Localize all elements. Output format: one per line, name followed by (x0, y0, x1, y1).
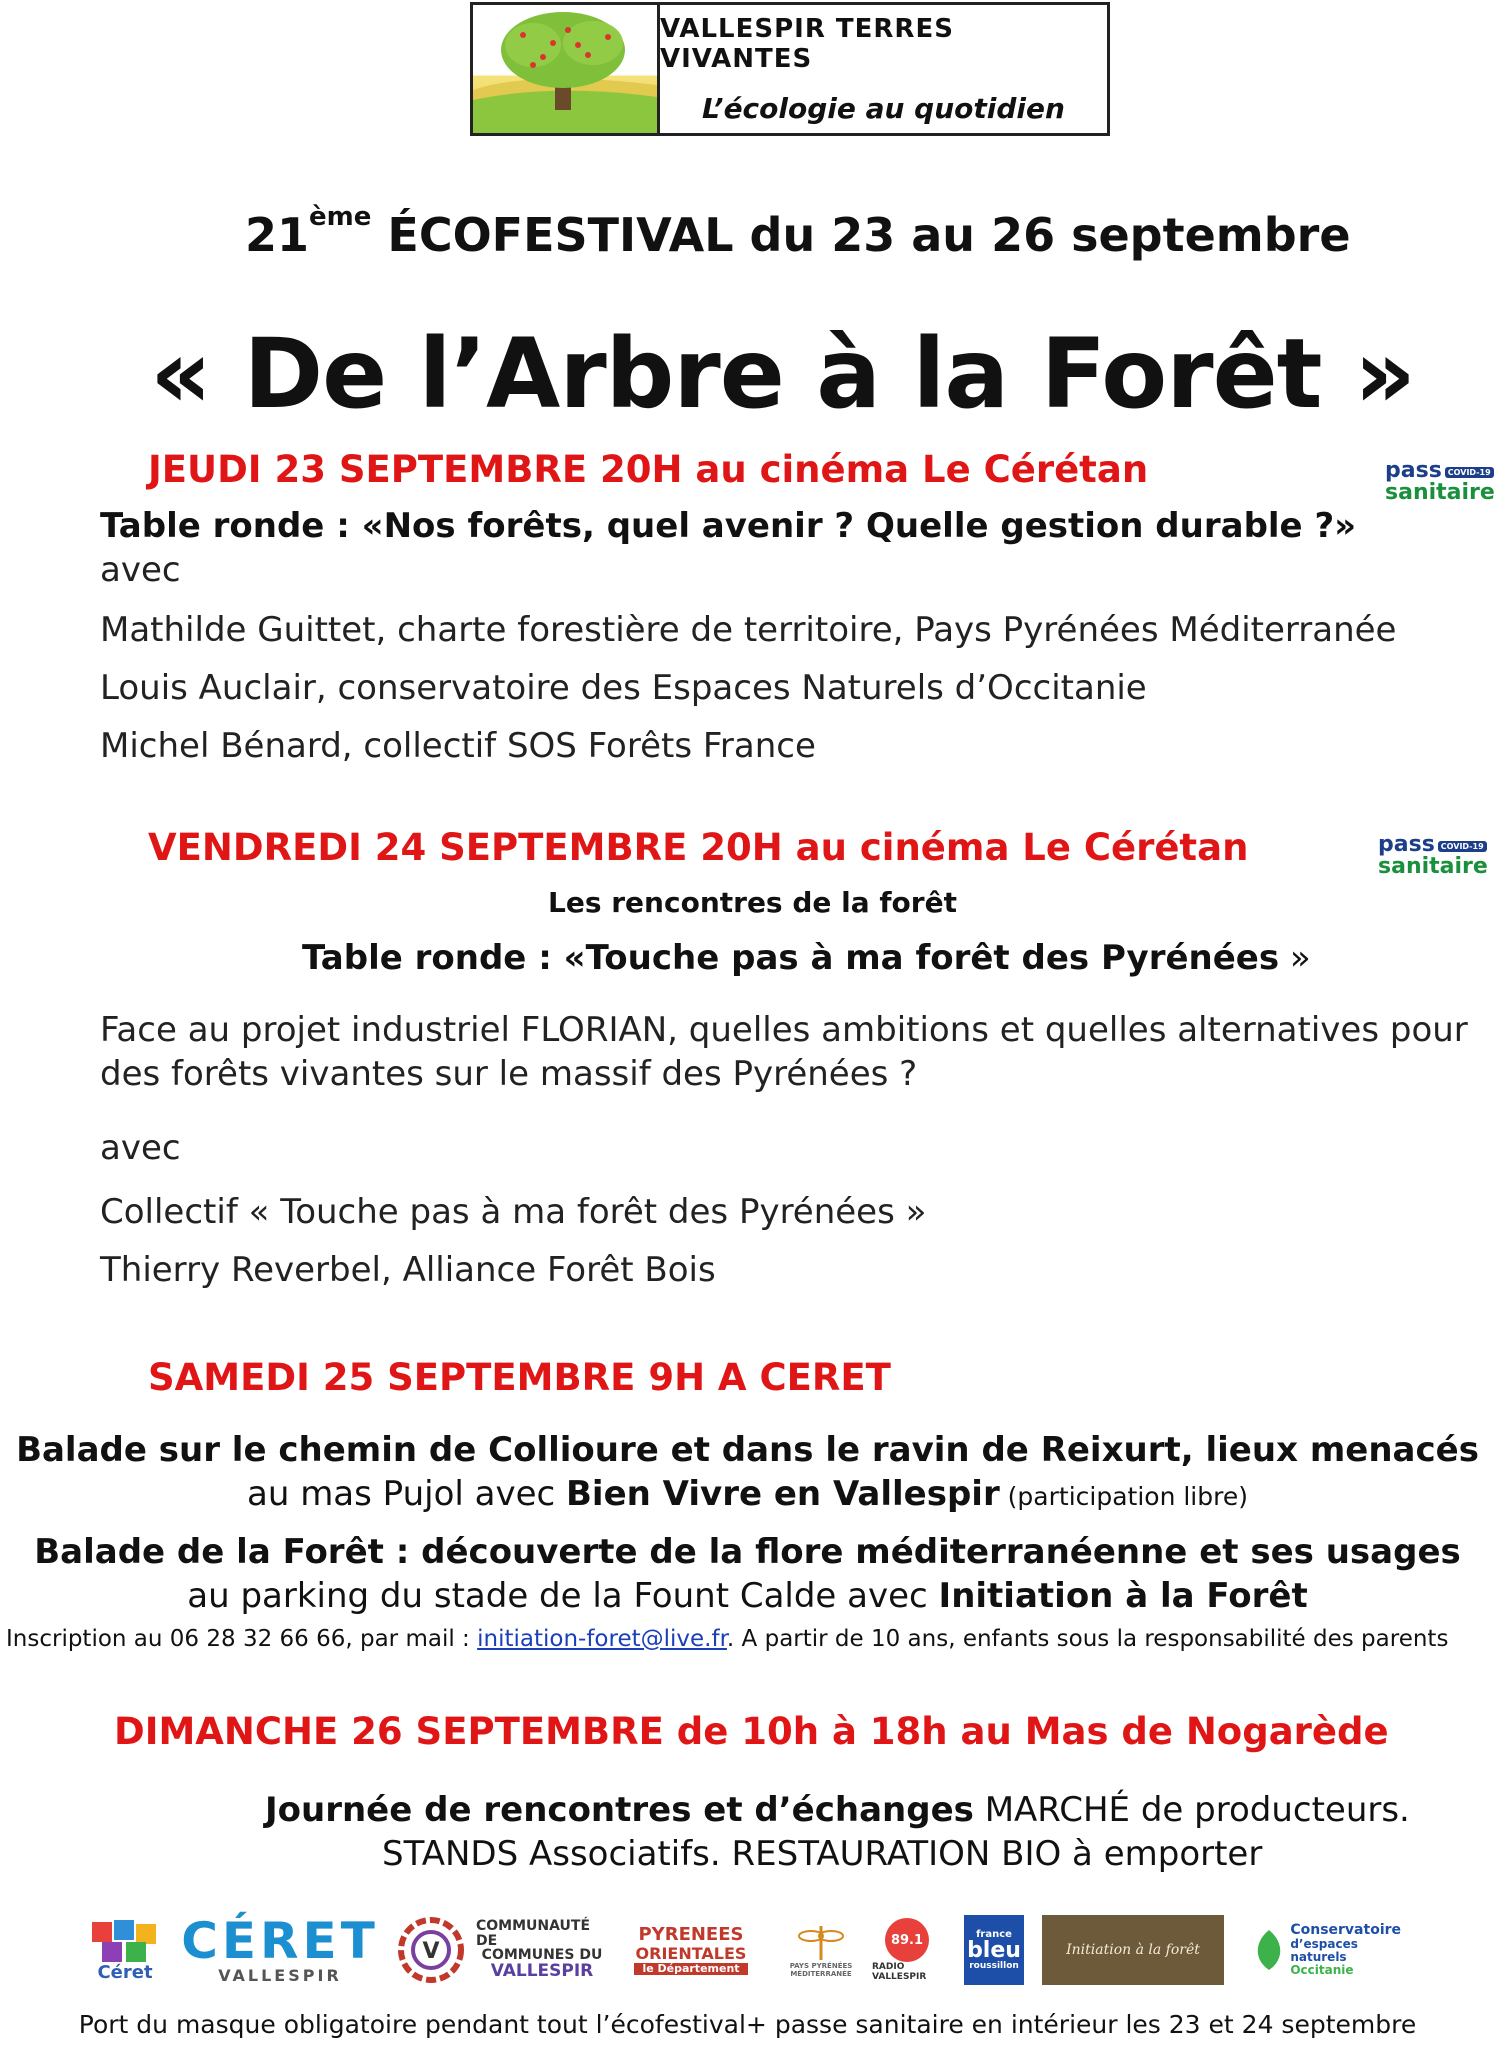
inscription-info: Inscription au 06 28 32 66 66, par mail : initiation-foret@live.fr. A partir de 10 ans, enfants sous la responsabilité des parents (6, 1626, 1449, 1652)
jeudi-avec: avec (100, 550, 181, 590)
dimanche-line1: Journée de rencontres et d’échanges MARCHÉ de producteurs. (265, 1790, 1410, 1830)
vendredi-table-ronde: Table ronde : «Touche pas à ma forêt des Pyrénées » (302, 938, 1311, 978)
initiation-foret-logo: Initiation à la forêt (1042, 1915, 1224, 1985)
cen-occitanie-logo: Conservatoire d’espaces naturels Occitanie (1252, 1915, 1412, 1985)
ceret-vallespir-logo: CÉRET VALLESPIR (181, 1911, 379, 1985)
vendredi-subtitle: Les rencontres de la forêt (548, 886, 957, 919)
ceret-child-logo: Céret (86, 1915, 164, 1985)
france-bleu-logo: france bleu roussillon (964, 1915, 1024, 1985)
pyrenees-orientales-logo: PYRENEES ORIENTALES le Département (635, 1924, 747, 1975)
communaute-communes-logo: COMMUNAUTÉ DE COMMUNES DU VALLESPIR (476, 1918, 603, 1982)
speaker-item: Michel Bénard, collectif SOS Forêts France (100, 726, 816, 766)
jeudi-table-ronde: Table ronde : «Nos forêts, quel avenir ? Quelle gestion durable ?» (100, 506, 1357, 546)
email-link[interactable]: initiation-foret@live.fr (477, 1626, 727, 1652)
festival-name-dates: ÉCOFESTIVAL du 23 au 26 septembre (387, 208, 1351, 262)
dragonfly-icon (797, 1922, 845, 1962)
leaf-icon (1252, 1928, 1284, 1972)
svg-text:V: V (422, 1939, 440, 1964)
vendredi-description-line2: des forêts vivantes sur le massif des Pyrénées ? (100, 1054, 918, 1094)
pass-sanitaire-badge: pass COVID-19 sanitaire (1385, 458, 1495, 505)
speaker-item: Thierry Reverbel, Alliance Forêt Bois (100, 1250, 716, 1290)
speaker-item: Louis Auclair, conservatoire des Espaces Naturels d’Occitanie (100, 668, 1147, 708)
footer-note: Port du masque obligatoire pendant tout l’écofestival+ passe sanitaire en intérieur les 23 et 24 septembre (78, 2010, 1417, 2039)
blocks-icon (90, 1918, 160, 1962)
logo-tagline: L’écologie au quotidien (702, 91, 1065, 125)
vendredi-heading: VENDREDI 24 SEPTEMBRE 20H au cinéma Le Cérétan (148, 826, 1249, 869)
logo-text-block (660, 5, 1107, 133)
v-circle-icon (398, 1917, 464, 1983)
balade2-title: Balade de la Forêt : découverte de la flore méditerranéenne et ses usages (34, 1532, 1461, 1572)
vendredi-description-line1: Face au projet industriel FLORIAN, quelles ambitions et quelles alternatives pour (100, 1010, 1468, 1050)
balade1-details: au mas Pujol avec Bien Vivre en Vallespir (participation libre) (247, 1474, 1248, 1514)
dimanche-heading: DIMANCHE 26 SEPTEMBRE de 10h à 18h au Mas de Nogarède (114, 1710, 1389, 1753)
tree-icon (473, 5, 657, 133)
association-logo (470, 2, 1110, 136)
pass-sanitaire-badge: pass COVID-19 sanitaire (1378, 832, 1488, 879)
page-title: « De l’Arbre à la Forêt » (150, 318, 1415, 430)
festival-number: 21 (245, 208, 310, 262)
balade1-title: Balade sur le chemin de Collioure et dans le ravin de Reixurt, lieux menacés (16, 1430, 1479, 1470)
speaker-item: Collectif « Touche pas à ma forêt des Pyrénées » (100, 1192, 927, 1232)
radio-vallespir-logo: 89.1 RADIO VALLESPIR (872, 1915, 942, 1985)
logo-association-name: VALLESPIR TERRES VIVANTES (660, 13, 954, 74)
tree-logo-image (473, 5, 660, 133)
pays-pyrenees-logo: PAYS PYRÉNÉES MÉDITERRANÉE (778, 1915, 864, 1985)
samedi-heading: SAMEDI 25 SEPTEMBRE 9H A CERET (148, 1356, 891, 1399)
vallespir-v-logo (396, 1915, 466, 1985)
festival-dates (245, 202, 1351, 262)
jeudi-heading: JEUDI 23 SEPTEMBRE 20H au cinéma Le Cérétan (148, 448, 1149, 491)
dimanche-line2: STANDS Associatifs. RESTAURATION BIO à emporter (382, 1834, 1263, 1874)
balade2-details: au parking du stade de la Fount Calde avec Initiation à la Forêt (187, 1576, 1308, 1616)
speaker-item: Mathilde Guittet, charte forestière de territoire, Pays Pyrénées Méditerranée (100, 610, 1397, 650)
vendredi-avec: avec (100, 1128, 181, 1168)
festival-ordinal: ème (309, 202, 372, 232)
